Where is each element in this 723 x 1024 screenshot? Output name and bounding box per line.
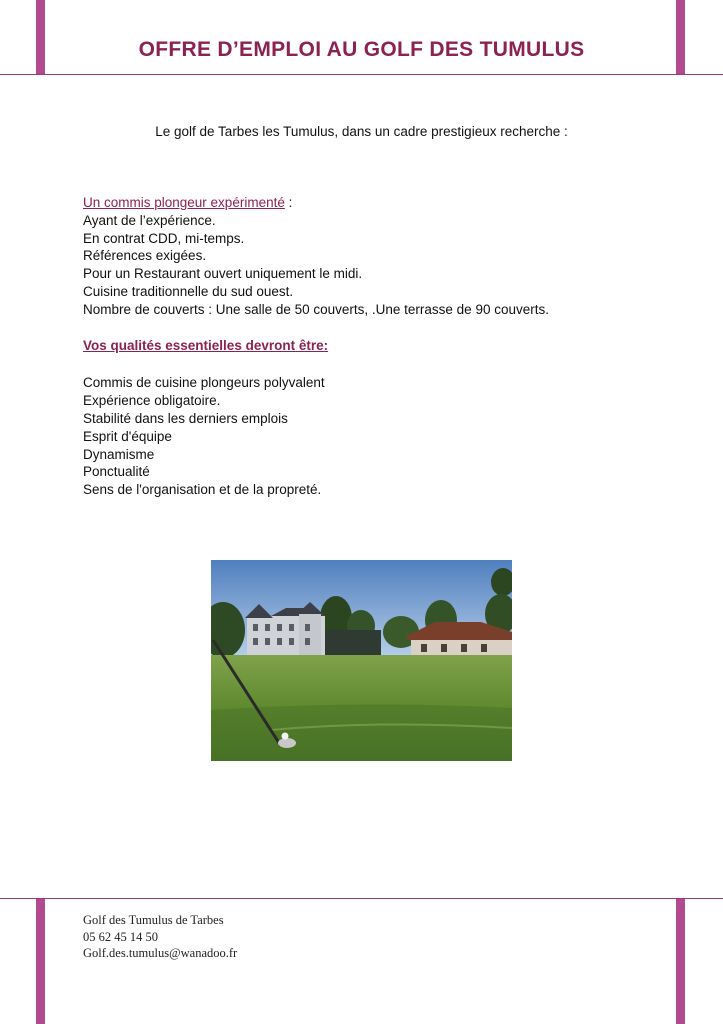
qualities-heading: Vos qualités essentielles devront être:	[83, 337, 329, 353]
position-title: Un commis plongeur expérimenté	[83, 195, 285, 210]
bottom-right-accent-bar	[676, 898, 685, 1024]
footer-email: Golf.des.tumulus@wanadoo.fr	[83, 946, 238, 960]
footer-name: Golf des Tumulus de Tarbes	[83, 913, 224, 927]
quality-line: Sens de l'organisation et de la propreté.	[83, 482, 322, 498]
position-line: Références exigées.	[83, 248, 207, 264]
quality-line: Dynamisme	[83, 446, 155, 462]
quality-line: Commis de cuisine plongeurs polyvalent	[83, 375, 325, 391]
header-rule	[0, 74, 723, 75]
quality-line: Expérience obligatoire.	[83, 393, 221, 409]
position-line: Ayant de l’expérience.	[83, 212, 216, 228]
footer-contact	[83, 912, 237, 962]
job-content	[83, 194, 683, 499]
intro-text: Le golf de Tarbes les Tumulus, dans un cadre prestigieux recherche :	[155, 124, 568, 139]
quality-line: Esprit d'équipe	[83, 428, 172, 444]
quality-line: Ponctualité	[83, 464, 150, 480]
bottom-left-accent-bar	[36, 898, 45, 1024]
top-right-accent-bar	[676, 0, 685, 74]
top-left-accent-bar	[36, 0, 45, 74]
position-line: En contrat CDD, mi-temps.	[83, 230, 245, 246]
position-line: Nombre de couverts : Une salle de 50 couverts, .Une terrasse de 90 couverts.	[83, 301, 549, 317]
position-title-suffix: :	[284, 195, 293, 210]
footer-rule	[0, 898, 723, 899]
position-line: Cuisine traditionnelle du sud ouest.	[83, 283, 294, 299]
golf-course-photo	[211, 560, 512, 761]
quality-line: Stabilité dans les derniers emplois	[83, 410, 288, 426]
position-line: Pour un Restaurant ouvert uniquement le midi.	[83, 266, 363, 282]
page-title: OFFRE D’EMPLOI AU GOLF DES TUMULUS	[138, 38, 585, 61]
footer-phone: 05 62 45 14 50	[83, 929, 158, 944]
position-heading	[83, 194, 683, 212]
